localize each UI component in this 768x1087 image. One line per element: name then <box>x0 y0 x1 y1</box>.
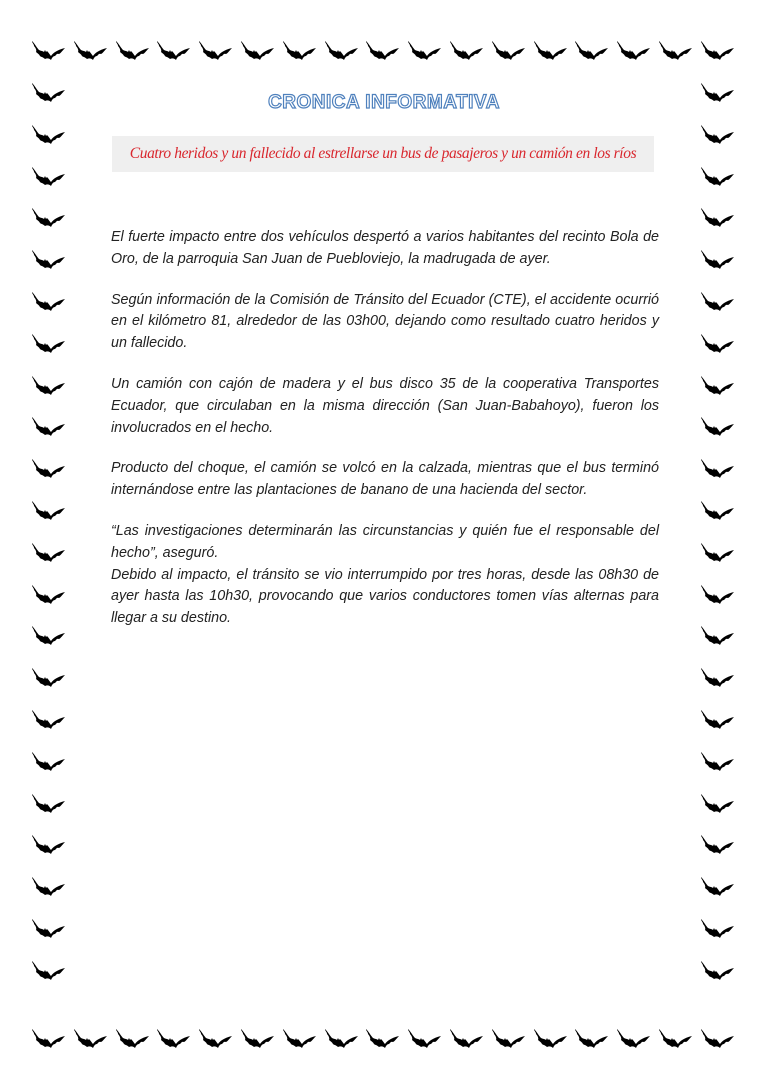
bat-icon <box>282 1027 318 1049</box>
bat-icon <box>31 123 67 145</box>
paragraph: Producto del choque, el camión se volcó en la calzada, mientras que el bus terminó internándose entre las plantaciones de banano de una hacienda del sector. <box>111 460 659 499</box>
bat-icon <box>31 875 67 897</box>
bat-icon <box>31 457 67 479</box>
bat-icon <box>658 39 694 61</box>
bat-icon <box>700 583 736 605</box>
bat-icon <box>31 332 67 354</box>
bat-icon <box>240 39 276 61</box>
bat-icon <box>574 39 610 61</box>
bat-icon <box>198 1027 234 1049</box>
bat-icon <box>700 541 736 563</box>
bat-icon <box>31 165 67 187</box>
bat-icon <box>700 833 736 855</box>
bat-icon <box>31 39 67 61</box>
bat-icon <box>574 1027 610 1049</box>
bat-icon <box>700 750 736 772</box>
bat-icon <box>700 917 736 939</box>
bat-icon <box>31 708 67 730</box>
bat-icon <box>31 959 67 981</box>
bat-icon <box>365 39 401 61</box>
bat-icon <box>31 541 67 563</box>
bat-icon <box>533 39 569 61</box>
bat-icon <box>449 1027 485 1049</box>
bat-icon <box>533 1027 569 1049</box>
bat-icon <box>73 39 109 61</box>
bat-icon <box>700 666 736 688</box>
bat-icon <box>407 1027 443 1049</box>
bat-icon <box>282 39 318 61</box>
bat-icon <box>115 1027 151 1049</box>
bat-icon <box>700 457 736 479</box>
bat-icon <box>31 583 67 605</box>
bat-icon <box>31 248 67 270</box>
page-title: CRONICA INFORMATIVA <box>268 92 500 113</box>
bat-icon <box>115 39 151 61</box>
bat-icon <box>700 290 736 312</box>
headline: Cuatro heridos y un fallecido al estrellarse un bus de pasajeros y un camión en los ríos <box>112 136 654 172</box>
bat-icon <box>31 833 67 855</box>
bat-icon <box>31 415 67 437</box>
bat-icon <box>700 1027 736 1049</box>
paragraph: “Las investigaciones determinarán las circunstancias y quién fue el responsable del hecho”, aseguró. <box>111 522 659 561</box>
bat-icon <box>616 39 652 61</box>
bat-icon <box>449 39 485 61</box>
bat-icon <box>700 374 736 396</box>
bat-icon <box>31 917 67 939</box>
bat-icon <box>31 666 67 688</box>
bat-icon <box>700 39 736 61</box>
article-body <box>111 227 659 649</box>
bat-icon <box>324 39 360 61</box>
bat-icon <box>700 165 736 187</box>
paragraph: Según información de la Comisión de Tránsito del Ecuador (CTE), el accidente ocurrió en el kilómetro 81, alrededor de las 03h00, dejando como resultado cuatro heridos y un fallecido. <box>111 291 659 352</box>
bat-icon <box>700 123 736 145</box>
bat-icon <box>365 1027 401 1049</box>
bat-icon <box>324 1027 360 1049</box>
bat-icon <box>198 39 234 61</box>
paragraph: Un camión con cajón de madera y el bus disco 35 de la cooperativa Transportes Ecuador, que circulaban en la misma dirección (San Juan-Babahoyo), fueron los involucrados en el hecho. <box>111 375 659 436</box>
bat-icon <box>31 206 67 228</box>
bat-icon <box>700 708 736 730</box>
bat-icon <box>700 206 736 228</box>
bat-icon <box>616 1027 652 1049</box>
bat-icon <box>491 39 527 61</box>
bat-icon <box>700 415 736 437</box>
bat-icon <box>240 1027 276 1049</box>
bat-icon <box>31 792 67 814</box>
bat-icon <box>700 959 736 981</box>
bat-icon <box>700 248 736 270</box>
bat-icon <box>700 332 736 354</box>
bat-icon <box>700 875 736 897</box>
paragraph: Debido al impacto, el tránsito se vio interrumpido por tres horas, desde las 08h30 de ayer hasta las 10h30, provocando que varios conductores tomen vías alternas para llegar a su destino. <box>111 566 659 627</box>
bat-icon <box>73 1027 109 1049</box>
bat-icon <box>31 750 67 772</box>
bat-icon <box>31 624 67 646</box>
bat-icon <box>156 1027 192 1049</box>
bat-icon <box>658 1027 694 1049</box>
bat-icon <box>31 1027 67 1049</box>
bat-icon <box>31 499 67 521</box>
bat-icon <box>31 290 67 312</box>
paragraph: El fuerte impacto entre dos vehículos despertó a varios habitantes del recinto Bola de Oro, de la parroquia San Juan de Puebloviejo, la madrugada de ayer. <box>111 229 659 267</box>
bat-icon <box>31 374 67 396</box>
bat-icon <box>407 39 443 61</box>
bat-icon <box>156 39 192 61</box>
bat-icon <box>700 624 736 646</box>
bat-icon <box>491 1027 527 1049</box>
bat-icon <box>700 499 736 521</box>
bat-icon <box>700 792 736 814</box>
